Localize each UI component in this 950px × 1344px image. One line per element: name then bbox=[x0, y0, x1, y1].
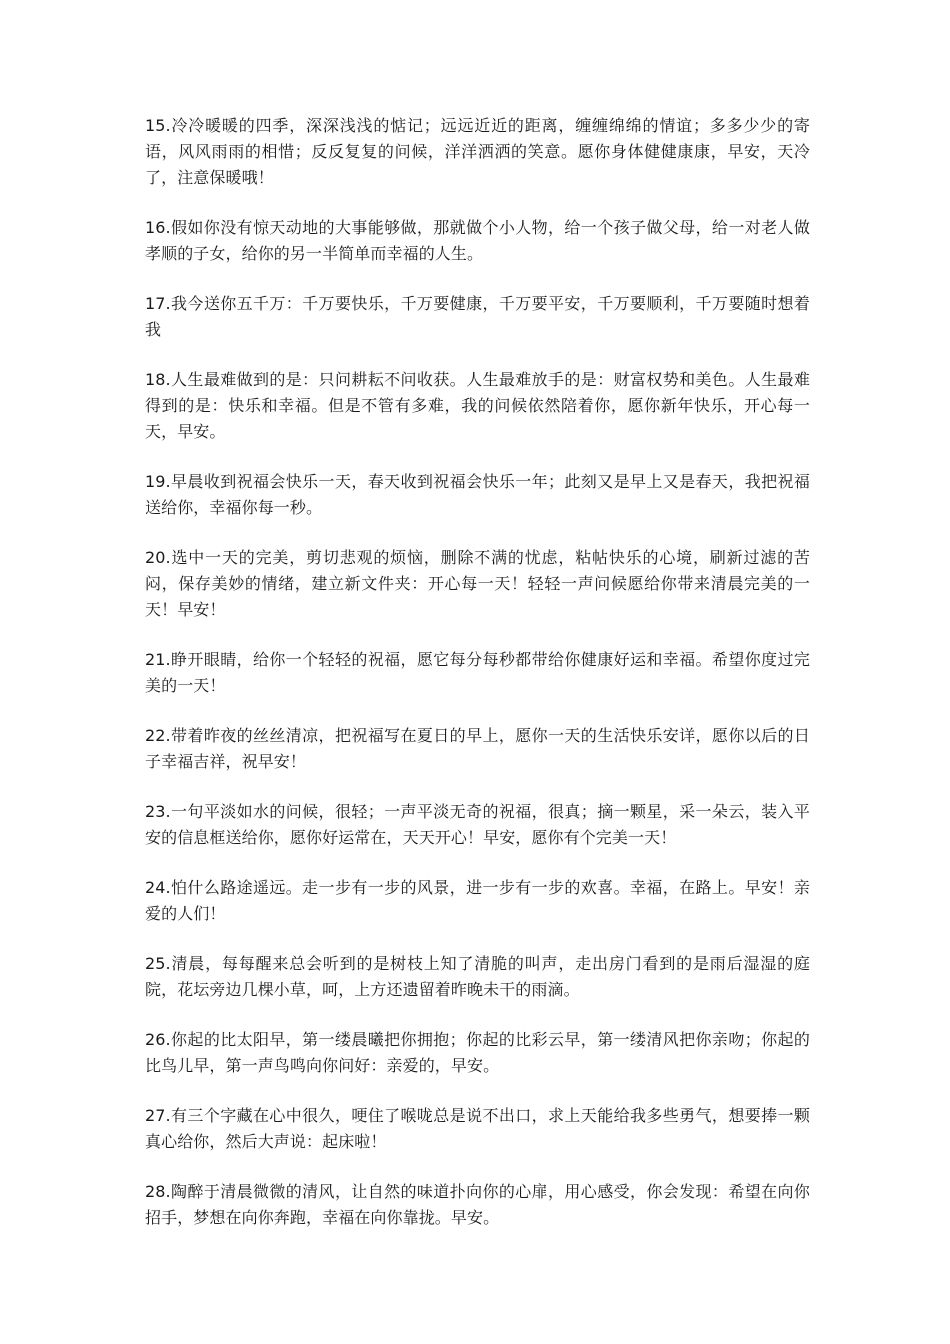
paragraph-22: 22.带着昨夜的丝丝清凉，把祝福写在夏日的早上，愿你一天的生活快乐安详，愿你以后的日子幸福吉祥，祝早安！ bbox=[145, 726, 810, 771]
paragraph-17: 17.我今送你五千万：千万要快乐，千万要健康，千万要平安，千万要顺利，千万要随时想着我 bbox=[145, 294, 810, 339]
paragraph-26: 26.你起的比太阳早，第一缕晨曦把你拥抱；你起的比彩云早，第一缕清风把你亲吻；你起的比鸟儿早，第一声鸟鸣向你问好：亲爱的，早安。 bbox=[145, 1030, 810, 1075]
paragraph-25: 25.清晨，每每醒来总会听到的是树枝上知了清脆的叫声，走出房门看到的是雨后湿湿的庭院，花坛旁边几棵小草，呵，上方还遗留着昨晚未干的雨滴。 bbox=[145, 954, 810, 999]
paragraph-18: 18.人生最难做到的是：只问耕耘不问收获。人生最难放手的是：财富权势和美色。人生最难得到的是：快乐和幸福。但是不管有多难，我的问候依然陪着你，愿你新年快乐，开心每一天，早安。 bbox=[145, 370, 810, 441]
paragraph-16: 16.假如你没有惊天动地的大事能够做，那就做个小人物，给一个孩子做父母，给一对老人做孝顺的子女，给你的另一半简单而幸福的人生。 bbox=[145, 218, 810, 263]
document-body bbox=[145, 113, 810, 1255]
paragraph-23: 23.一句平淡如水的问候，很轻；一声平淡无奇的祝福，很真；摘一颗星，采一朵云，装入平安的信息框送给你，愿你好运常在，天天开心！早安，愿你有个完美一天！ bbox=[145, 802, 810, 847]
paragraph-19: 19.早晨收到祝福会快乐一天，春天收到祝福会快乐一年；此刻又是早上又是春天，我把祝福送给你，幸福你每一秒。 bbox=[145, 472, 810, 517]
paragraph-28: 28.陶醉于清晨微微的清风，让自然的味道扑向你的心扉，用心感受，你会发现：希望在向你招手，梦想在向你奔跑，幸福在向你靠拢。早安。 bbox=[145, 1182, 810, 1227]
paragraph-20: 20.选中一天的完美，剪切悲观的烦恼，删除不满的忧虑，粘帖快乐的心境，刷新过滤的苦闷，保存美妙的情绪，建立新文件夹：开心每一天！轻轻一声问候愿给你带来清晨完美的一天！早安！ bbox=[145, 548, 810, 619]
paragraph-24: 24.怕什么路途遥远。走一步有一步的风景，进一步有一步的欢喜。幸福，在路上。早安！亲爱的人们！ bbox=[145, 878, 810, 923]
paragraph-27: 27.有三个字藏在心中很久，哽住了喉咙总是说不出口，求上天能给我多些勇气，想要捧一颗真心给你，然后大声说：起床啦！ bbox=[145, 1106, 810, 1151]
paragraph-21: 21.睁开眼睛，给你一个轻轻的祝福，愿它每分每秒都带给你健康好运和幸福。希望你度过完美的一天！ bbox=[145, 650, 810, 695]
paragraph-15: 15.冷冷暖暖的四季，深深浅浅的惦记；远远近近的距离，缠缠绵绵的情谊；多多少少的寄语，风风雨雨的相惜；反反复复的问候，洋洋洒洒的笑意。愿你身体健健康康，早安，天冷了，注意保暖哦！ bbox=[145, 116, 810, 187]
